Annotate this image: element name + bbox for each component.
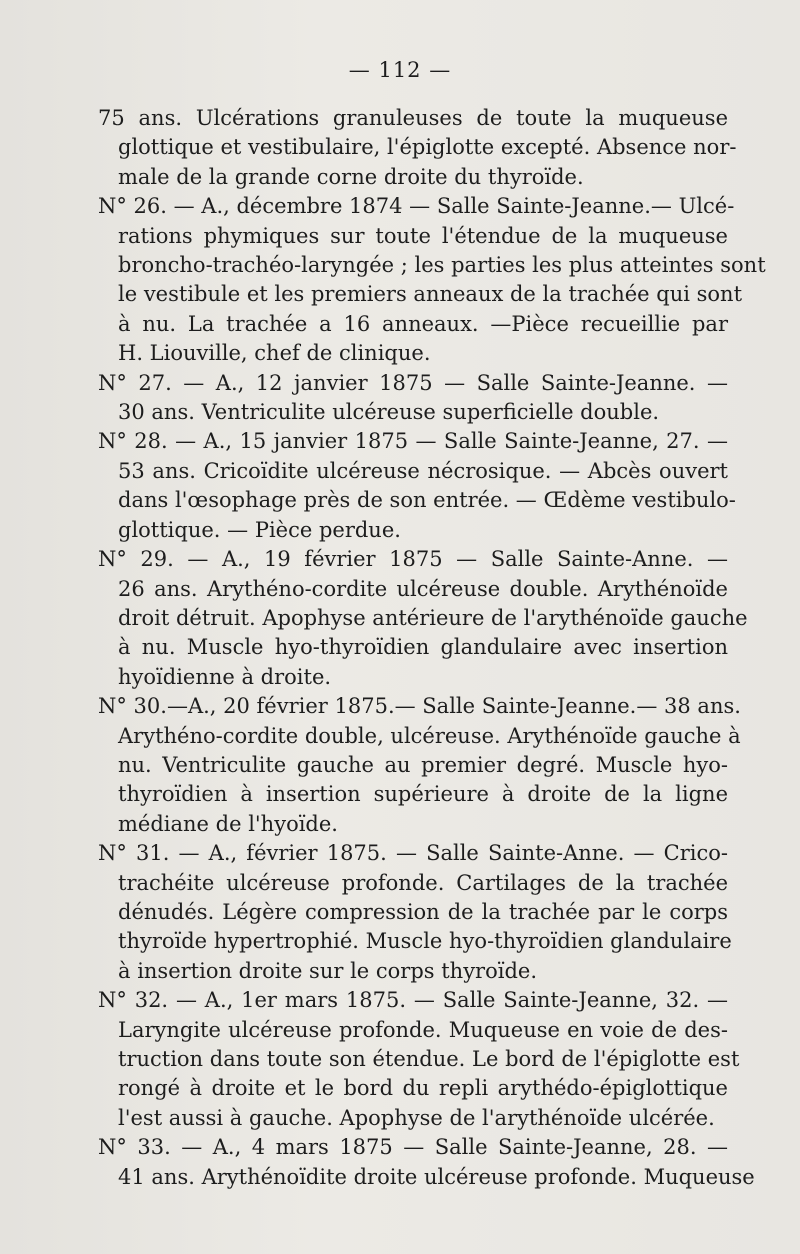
text-line: nu. Ventriculite gauche au premier degré. Muscle hyo- <box>118 752 728 777</box>
text-line: male de la grande corne droite du thyroïde. <box>118 164 584 189</box>
text-line: N° 31. — A., février 1875. — Salle Sainte-Anne. — Crico- <box>98 841 728 866</box>
text-line: N° 26. — A., décembre 1874 — Salle Sainte-Jeanne.— Ulcé- <box>98 194 735 219</box>
text-line: le vestibule et les premiers anneaux de la trachée qui sont <box>118 282 743 307</box>
text-line: H. Liouville, chef de clinique. <box>118 341 431 366</box>
case-entry-continuation <box>98 104 737 192</box>
case-entry-32 <box>98 986 740 1133</box>
text-line: N° 29. — A., 19 février 1875 — Salle Sainte-Anne. — <box>98 547 728 572</box>
text-line: N° 32. — A., 1er mars 1875. — Salle Sainte-Jeanne, 32. — <box>98 988 728 1013</box>
text-line: à insertion droite sur le corps thyroïde. <box>118 958 538 983</box>
case-entry-26 <box>98 192 766 368</box>
page-number: — 112 — <box>348 58 452 82</box>
case-entry-31 <box>98 839 732 986</box>
text-line: rongé à droite et le bord du repli arythédo-épiglottique <box>118 1076 728 1101</box>
case-entry-27 <box>98 369 728 428</box>
text-line: broncho-trachéo-laryngée ; les parties les plus atteintes sont <box>118 253 766 278</box>
text-line: Arythéno-cordite double, ulcéreuse. Arythénoïde gauche à <box>118 723 741 748</box>
case-entry-29 <box>98 545 748 692</box>
text-line: thyroïdien à insertion supérieure à droite de la ligne <box>118 782 728 807</box>
text-line: truction dans toute son étendue. Le bord de l'épiglotte est <box>118 1047 740 1071</box>
text-line: médiane de l'hyoïde. <box>118 811 338 836</box>
text-line: 41 ans. Arythénoïdite droite ulcéreuse profonde. Muqueuse <box>118 1164 755 1189</box>
text-line: 26 ans. Arythéno-cordite ulcéreuse double. Arythénoïde <box>118 576 728 601</box>
text-line: N° 28. — A., 15 janvier 1875 — Salle Sainte-Jeanne, 27. — <box>98 429 728 454</box>
text-line: à nu. Muscle hyo-thyroïdien glandulaire avec insertion <box>118 635 728 660</box>
text-line: 30 ans. Ventriculite ulcéreuse superficielle double. <box>118 400 660 425</box>
text-line: dans l'œsophage près de son entrée. — Œdème vestibulo- <box>118 488 736 513</box>
text-line: dénudés. Légère compression de la trachée par le corps <box>118 899 728 924</box>
text-line: hyoïdienne à droite. <box>118 664 332 689</box>
page-body <box>98 104 766 1192</box>
case-entry-28 <box>98 427 736 545</box>
text-line: thyroïde hypertrophié. Muscle hyo-thyroïdien glandulaire <box>118 929 732 954</box>
text-line: rations phymiques sur toute l'étendue de la muqueuse <box>118 223 728 248</box>
text-line: 75 ans. Ulcérations granuleuses de toute la muqueuse <box>98 106 728 130</box>
text-line: Laryngite ulcéreuse profonde. Muqueuse en voie de des- <box>118 1017 728 1042</box>
case-entry-33 <box>98 1133 755 1192</box>
case-entry-30 <box>98 692 741 839</box>
text-line: l'est aussi à gauche. Apophyse de l'arythénoïde ulcérée. <box>118 1105 715 1130</box>
text-line: N° 30.—A., 20 février 1875.— Salle Sainte-Jeanne.— 38 ans. <box>98 694 741 719</box>
text-line: N° 33. — A., 4 mars 1875 — Salle Sainte-Jeanne, 28. — <box>98 1135 728 1160</box>
text-line: 53 ans. Cricoïdite ulcéreuse nécrosique. — Abcès ouvert <box>118 458 728 483</box>
text-line: à nu. La trachée a 16 anneaux. —Pièce recueillie par <box>118 311 728 336</box>
text-line: glottique. — Pièce perdue. <box>118 517 401 542</box>
text-line: N° 27. — A., 12 janvier 1875 — Salle Sainte-Jeanne. — <box>98 370 728 395</box>
text-line: trachéite ulcéreuse profonde. Cartilages de la trachée <box>118 870 728 895</box>
text-line: glottique et vestibulaire, l'épiglotte excepté. Absence nor- <box>118 135 737 160</box>
text-line: droit détruit. Apophyse antérieure de l'arythénoïde gauche <box>118 605 748 630</box>
